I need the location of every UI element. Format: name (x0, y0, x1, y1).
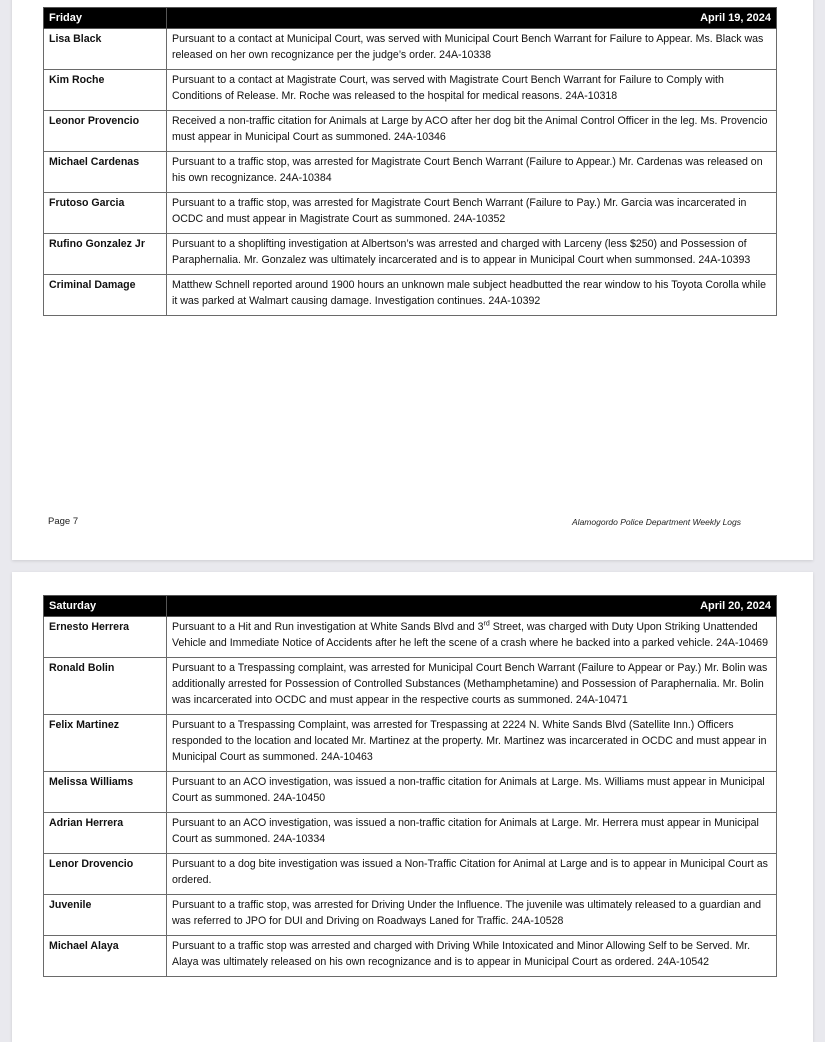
entry-name: Lisa Black (44, 29, 167, 70)
table-row (44, 617, 777, 658)
entry-name: Adrian Herrera (44, 813, 167, 854)
page-number: Page 7 (48, 516, 79, 527)
table-row (44, 234, 777, 275)
entry-text: Pursuant to a traffic stop, was arrested for Magistrate Court Bench Warrant (Failure to Appear.) Mr. Cardenas was released on his own recognizance. 24A-10384 (167, 152, 777, 193)
friday-log-table (43, 7, 777, 316)
entry-text: Pursuant to a traffic stop was arrested and charged with Driving While Intoxicated and Minor Allowing Self to be Served. Mr. Alaya was ultimately released on his own recognizance and is to appear in Municipal Court as ordered. 24A-10542 (167, 936, 777, 977)
table-row (44, 854, 777, 895)
entry-text: Pursuant to a contact at Municipal Court, was served with Municipal Court Bench Warrant for Failure to Appear. Ms. Black was released on her own recognizance per the judge’s order. 24A-10338 (167, 29, 777, 70)
entry-name: Michael Alaya (44, 936, 167, 977)
entry-name: Frutoso Garcia (44, 193, 167, 234)
entry-text: Pursuant to an ACO investigation, was issued a non-traffic citation for Animals at Large. Ms. Williams must appear in Municipal Court as summoned. 24A-10450 (167, 772, 777, 813)
footer-title: Alamogordo Police Department Weekly Logs (572, 517, 741, 527)
entry-text-part: Street, was charged with Duty Upon Striking Unattended Vehicle and Immediate Notice of Accidents after he left the scene of a crash where he backed into a parked vehicle. 24A-10469 (172, 621, 768, 649)
entry-name: Felix Martinez (44, 715, 167, 772)
document-page-7 (12, 0, 813, 560)
entry-name: Melissa Williams (44, 772, 167, 813)
table-header-row (44, 596, 777, 617)
table-row (44, 152, 777, 193)
entry-text: Pursuant to a Trespassing complaint, was arrested for Municipal Court Bench Warrant (Failure to Appear or Pay.) Mr. Bolin was additionally arrested for Possession of Controlled Substances (Methamphetamine) and Possession of Paraphernalia. Mr. Bolin was incarcerated into OCDC and must appear in the respective courts as summoned. 24A-10471 (167, 658, 777, 715)
entry-text: Pursuant to an ACO investigation, was issued a non-traffic citation for Animals at Large. Mr. Herrera must appear in Municipal Court as summoned. 24A-10334 (167, 813, 777, 854)
entry-text: Pursuant to a traffic stop, was arrested for Driving Under the Influence. The juvenile was ultimately released to a guardian and was referred to JPO for DUI and Driving on Roadways Laned for Traffic. 24A-10528 (167, 895, 777, 936)
table-row (44, 193, 777, 234)
table-row (44, 29, 777, 70)
entry-text: Pursuant to a dog bite investigation was issued a Non-Traffic Citation for Animal at Large and is to appear in Municipal Court as ordered. (167, 854, 777, 895)
entry-text-part: Pursuant to a Hit and Run investigation at White Sands Blvd and 3 (172, 621, 484, 633)
entry-text: Received a non-traffic citation for Animals at Large by ACO after her dog bit the Animal Control Officer in the leg. Ms. Provencio must appear in Municipal Court as summoned. 24A-10346 (167, 111, 777, 152)
entry-text: Matthew Schnell reported around 1900 hours an unknown male subject headbutted the rear window to his Toyota Corolla while it was parked at Walmart causing damage. Investigation continues. 24A-10392 (167, 275, 777, 316)
entry-name: Criminal Damage (44, 275, 167, 316)
table-row (44, 936, 777, 977)
day-label: Friday (44, 8, 167, 29)
table-row (44, 895, 777, 936)
entry-name: Leonor Provencio (44, 111, 167, 152)
entry-name: Juvenile (44, 895, 167, 936)
table-row (44, 658, 777, 715)
entry-text: Pursuant to a traffic stop, was arrested for Magistrate Court Bench Warrant (Failure to Pay.) Mr. Garcia was incarcerated in OCDC and must appear in Magistrate Court as summoned. 24A-10352 (167, 193, 777, 234)
table-row (44, 772, 777, 813)
entry-text: Pursuant to a contact at Magistrate Court, was served with Magistrate Court Bench Warrant for Failure to Comply with Conditions of Release. Mr. Roche was released to the hospital for medical reasons. 24A-10318 (167, 70, 777, 111)
table-row (44, 715, 777, 772)
table-row (44, 70, 777, 111)
table-row (44, 813, 777, 854)
document-page-8 (12, 572, 813, 1042)
day-label: Saturday (44, 596, 167, 617)
entry-name: Ernesto Herrera (44, 617, 167, 658)
date-label: April 20, 2024 (167, 596, 777, 617)
entry-text: Pursuant to a shoplifting investigation at Albertson’s was arrested and charged with Larceny (less $250) and Possession of Paraphernalia. Mr. Gonzalez was ultimately incarcerated and is to appear in Municipal Court when summonsed. 24A-10393 (167, 234, 777, 275)
saturday-log-table (43, 595, 777, 977)
entry-name: Michael Cardenas (44, 152, 167, 193)
entry-name: Lenor Drovencio (44, 854, 167, 895)
entry-name: Kim Roche (44, 70, 167, 111)
ordinal-suffix: rd (483, 620, 490, 628)
table-row (44, 275, 777, 316)
entry-text: Pursuant to a Trespassing Complaint, was arrested for Trespassing at 2224 N. White Sands Blvd (Satellite Inn.) Officers responded to the location and located Mr. Martinez at the property. Mr. Martinez was incarcerated in OCDC and must appear in Municipal Court as summoned. 24A-10463 (167, 715, 777, 772)
entry-name: Ronald Bolin (44, 658, 167, 715)
date-label: April 19, 2024 (167, 8, 777, 29)
table-header-row (44, 8, 777, 29)
entry-text (167, 617, 777, 658)
table-row (44, 111, 777, 152)
entry-name: Rufino Gonzalez Jr (44, 234, 167, 275)
